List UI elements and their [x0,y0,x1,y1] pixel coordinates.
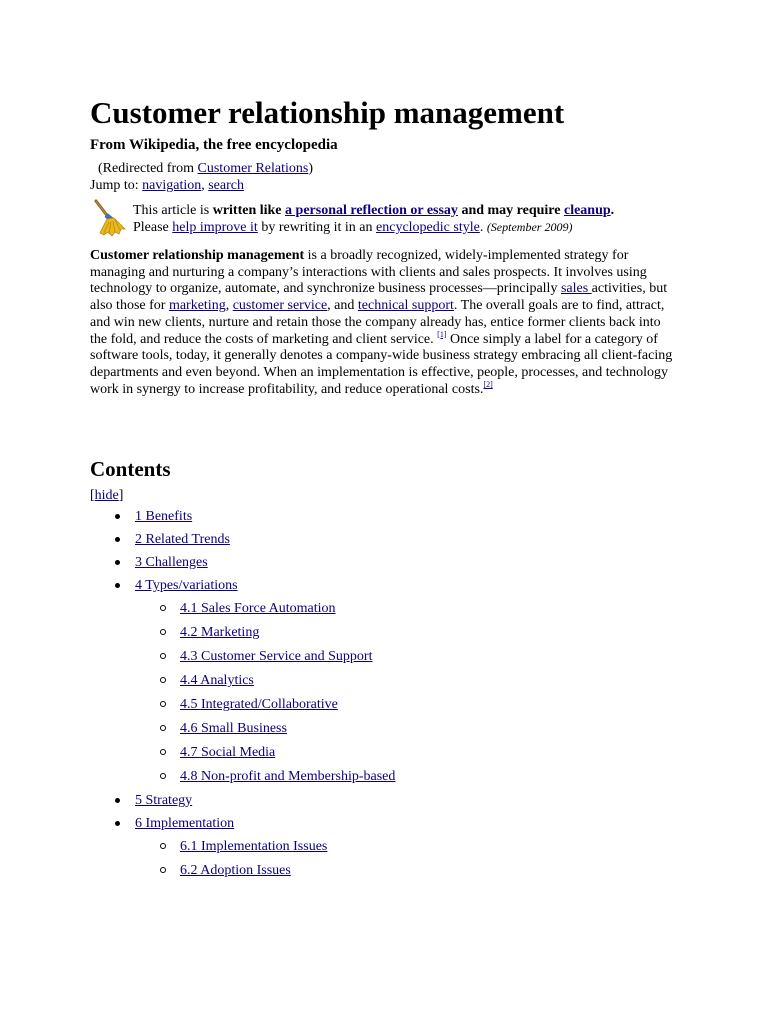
notice-text-4: by rewriting it in an [257,220,377,235]
broom-icon [90,199,128,237]
lead-text-5: . The overall goals are to find, attract, and win new clients, nurture and retain those the company already has, entice former clients back into the fold, and reduce the costs of marketing and client service. [90,298,665,347]
toc-subitem [135,720,690,737]
toc-link[interactable]: 5 Strategy [135,793,193,808]
link-sales[interactable]: sales [560,281,592,297]
toc-sublist [135,838,690,879]
page-title: Customer relationship management [90,95,565,130]
lead-bold-term: Customer relationship management [90,248,305,263]
lead-text-1: is a broadly recognized, widely-implemented strategy for managing and nurturing a company’s interactions with clients and sales prospects. It involves using technology to organize, automate, and synchronize business processes—principally [90,248,647,297]
toc-hide-link[interactable]: hide [94,488,119,503]
toc-subitem [135,648,690,665]
redirect-prefix: (Redirected from [98,161,198,176]
page-subtitle: From Wikipedia, the free encyclopedia [90,137,338,153]
jump-search-link[interactable]: search [208,178,244,193]
redirect-link[interactable]: Customer Relations [197,161,309,176]
jump-separator: , [201,178,209,193]
toc-subitem [135,768,690,785]
notice-style-link[interactable]: encyclopedic style [376,220,480,235]
lead-text-4: , and [327,298,358,314]
cleanup-notice [90,199,680,239]
toc-toggle-close-bracket: ] [118,488,124,503]
toc-sublink[interactable]: 6.1 Implementation Issues [180,839,328,854]
table-of-contents [90,508,690,886]
toc-link[interactable]: 3 Challenges [135,555,208,570]
toc-link[interactable]: 6 Implementation [135,816,235,831]
toc-item [90,554,690,571]
link-customer-service[interactable]: customer service [232,298,328,314]
toc-link[interactable]: 4 Types/variations [135,578,238,593]
jump-navigation-link[interactable]: navigation [142,178,202,193]
toc-sublink[interactable]: 4.3 Customer Service and Support [180,649,373,664]
jump-label: Jump to: [90,178,143,193]
toc-sublist [135,600,690,785]
toc-item [90,792,690,809]
toc-item [90,815,690,879]
reference-1-link[interactable]: [1] [437,329,447,339]
notice-essay-link[interactable] [285,203,458,218]
lead-text-2: activities, but also those for [90,281,668,314]
jump-to [90,177,680,194]
toc-sublink[interactable]: 4.4 Analytics [180,673,254,688]
toc-link[interactable]: 2 Related Trends [135,532,230,547]
notice-help-link[interactable]: help improve it [172,220,258,235]
notice-essay-link-label: a personal reflection or essay [285,203,458,218]
toc-item [90,577,690,785]
toc-subitem [135,862,690,879]
notice-text-1: This article is [133,203,213,218]
toc-item [90,531,690,548]
toc-subitem [135,696,690,713]
article [90,94,680,398]
redirect-suffix: ) [308,161,314,176]
reference-2-link[interactable]: [2] [483,379,493,389]
toc-item [90,508,690,525]
link-marketing[interactable]: marketing [168,298,226,314]
notice-bold-2: and may require [457,203,564,218]
notice-bold-1: written like [212,203,286,218]
toc-subitem [135,672,690,689]
toc-sublink[interactable]: 4.1 Sales Force Automation [180,601,336,616]
toc-sublink[interactable]: 4.5 Integrated/Collaborative [180,697,338,712]
notice-text-2: . [610,203,615,218]
lead-text-3: , [225,298,233,314]
notice-cleanup-link[interactable] [564,203,611,218]
notice-text-3: Please [133,220,173,235]
toc-subitem [135,744,690,761]
toc-toggle-open-bracket: [ [90,488,95,503]
notice-text-5: . [479,220,487,235]
toc-sublink[interactable]: 4.2 Marketing [180,625,260,640]
toc-link[interactable]: 1 Benefits [135,509,193,524]
notice-cleanup-link-label: cleanup [563,203,611,218]
lead-paragraph [90,248,675,398]
link-technical-support[interactable]: technical support [357,298,454,314]
redirect-notice [90,160,680,177]
toc-toggle [90,487,123,504]
toc-subitem [135,600,690,617]
toc-sublink[interactable]: 4.7 Social Media [180,745,276,760]
toc-subitem [135,838,690,855]
cleanup-notice-text [133,202,693,236]
toc-subitem [135,624,690,641]
lead-text-6: Once simply a label for a category of software tools, today, it generally denotes a company-wide business strategy embracing all client-facing departments and even beyond. When an implementation is effective, people, processes, and technology work in synergy to increase profitability, and reduce operational costs. [90,331,673,397]
contents-heading: Contents [90,457,171,481]
notice-date: (September 2009) [486,220,573,234]
toc-sublink[interactable]: 4.8 Non-profit and Membership-based [180,769,396,784]
toc-sublink[interactable]: 6.2 Adoption Issues [180,863,291,878]
toc-sublink[interactable]: 4.6 Small Business [180,721,287,736]
